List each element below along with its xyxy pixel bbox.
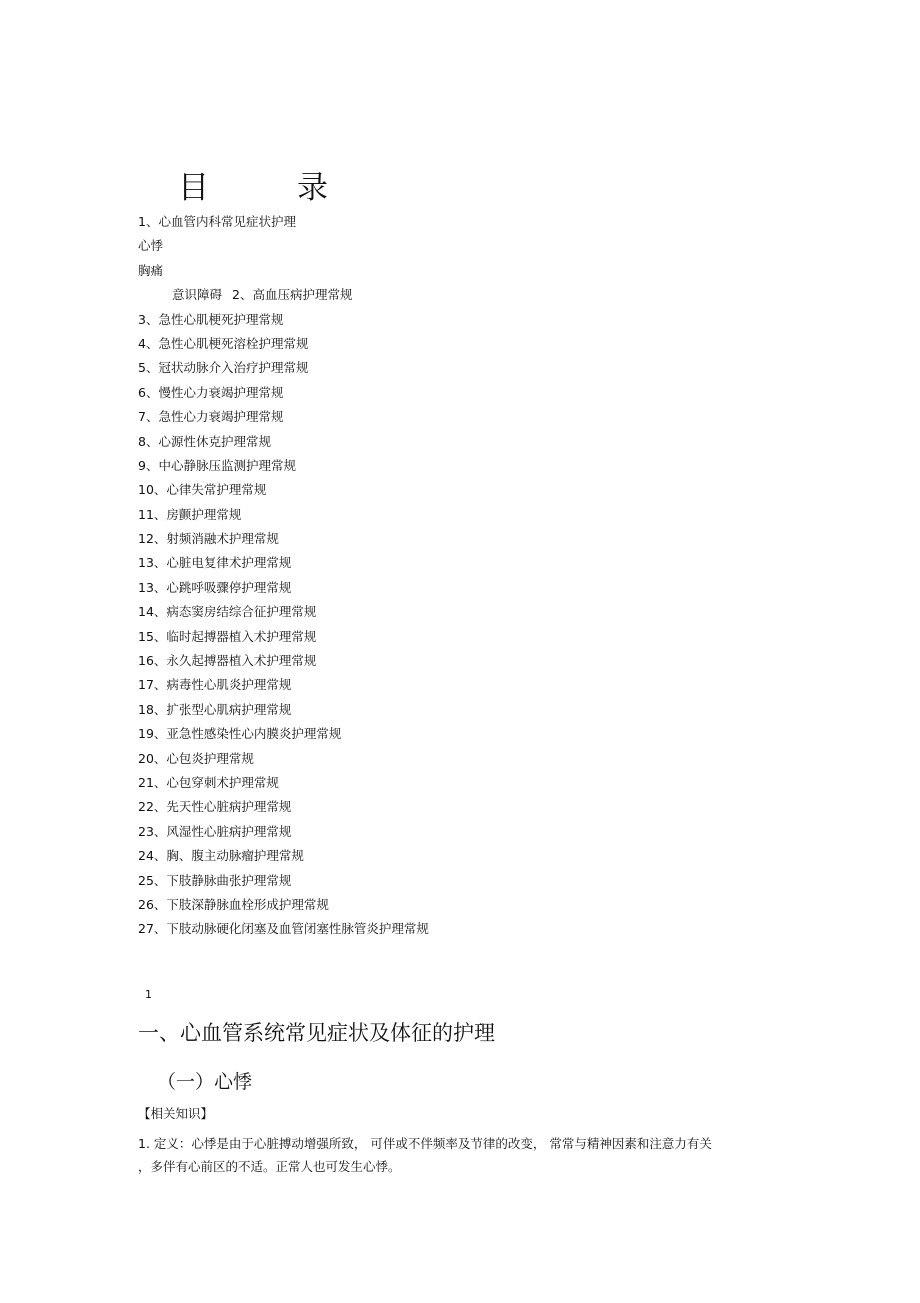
- toc-item: 13、心跳呼吸骤停护理常规: [138, 579, 292, 595]
- toc-item: 16、永久起搏器植入术护理常规: [138, 653, 317, 669]
- toc-item: 19、亚急性感染性心内膜炎护理常规: [138, 726, 342, 742]
- definition-line: 1. 定义：心悸是由于心脏搏动增强所致， 可伴或不伴频率及节律的改变， 常常与精神因素和注意力有关: [138, 1136, 712, 1151]
- toc-item: 11、房颤护理常规: [138, 506, 242, 522]
- section-heading: （一）心悸: [157, 1071, 253, 1093]
- toc-item: 9、中心静脉压监测护理常规: [138, 457, 296, 473]
- toc-item: 14、病态窦房结综合征护理常规: [138, 604, 317, 620]
- toc-title-right: 录: [297, 170, 328, 206]
- toc-item: 胸痛: [138, 262, 164, 278]
- toc-list: [138, 210, 429, 942]
- knowledge-label: 【相关知识】: [138, 1106, 214, 1121]
- toc-item: 1、心血管内科常见症状护理: [138, 214, 296, 229]
- toc-item: 3、急性心肌梗死护理常规: [138, 311, 284, 327]
- toc-item: 18、扩张型心肌病护理常规: [138, 701, 292, 717]
- toc-item: 24、胸、腹主动脉瘤护理常规: [138, 848, 304, 864]
- toc-item: 22、先天性心脏病护理常规: [138, 799, 292, 815]
- toc-item: 26、下肢深静脉血栓形成护理常规: [138, 896, 329, 912]
- toc-item: 意识障碍 2、高血压病护理常规: [172, 287, 353, 303]
- toc-item: 23、风湿性心脏病护理常规: [138, 823, 292, 839]
- toc-item: 13、心脏电复律术护理常规: [138, 555, 292, 571]
- toc-item: 15、临时起搏器植入术护理常规: [138, 628, 317, 644]
- toc-item: 5、冠状动脉介入治疗护理常规: [138, 360, 309, 376]
- toc-item: 21、心包穿刺术护理常规: [138, 774, 279, 790]
- toc-item: 12、射频消融术护理常规: [138, 531, 279, 547]
- toc-item: 10、心律失常护理常规: [138, 482, 267, 498]
- toc-item: 6、慢性心力衰竭护理常规: [138, 384, 284, 400]
- toc-title-left: 目: [178, 170, 209, 206]
- toc-item: 7、急性心力衰竭护理常规: [138, 409, 284, 425]
- toc-title: [178, 168, 328, 208]
- toc-item: 4、急性心肌梗死溶栓护理常规: [138, 335, 309, 351]
- toc-item: 27、下肢动脉硬化闭塞及血管闭塞性脉管炎护理常规: [138, 921, 429, 937]
- toc-item: 17、病毒性心肌炎护理常规: [138, 677, 292, 693]
- definition-line: ，多伴有心前区的不适。正常人也可发生心悸。: [138, 1159, 401, 1174]
- toc-item: 25、下肢静脉曲张护理常规: [138, 872, 292, 888]
- toc-item: 8、心源性休克护理常规: [138, 433, 271, 449]
- toc-item: 心悸: [138, 238, 164, 254]
- page-number: 1: [145, 988, 152, 1001]
- chapter-heading: 一、心血管系统常见症状及体征的护理: [138, 1021, 495, 1045]
- definition-paragraph: [138, 1132, 778, 1178]
- toc-item: 20、心包炎护理常规: [138, 750, 254, 766]
